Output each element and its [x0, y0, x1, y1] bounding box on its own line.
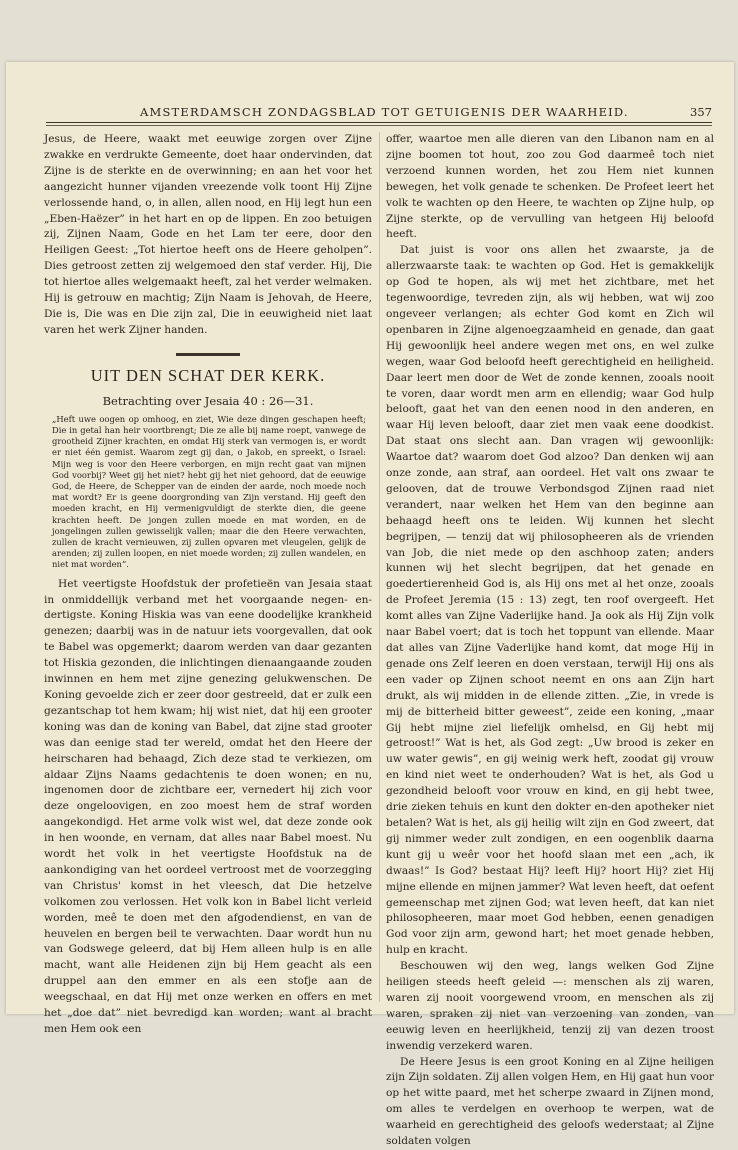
- section-title: UIT DEN SCHAT DER KERK.: [90, 365, 326, 385]
- scripture-quote: „Heft uwe oogen op omhoog, en ziet, Wie deze dingen geschapen heeft; Die in getal han heir voortbrengt; Die ze alle bij name roept, vanwege de grootheid Zijner krachten, en omdat Hij sterk van vermogen is, er wordt er niet één gemist. Waarom zegt gij dan, o Jakob, en spreekt, o Israel: Mijn weg is voor den Heere verborgen, en mijn recht gaat van mijnen God voorbij? Weet gij het niet? hebt gij het niet gehoord, dat de eeuwige God, de Heere, de Schepper van de einden der aarde, noch moede noch mat wordt? Er is geene doorgronding van Zijn verstand. Hij geeft den moeden kracht, en Hij vermenigvuldigt de sterkte dien, die geene krachten heeft. De jongen zullen moede en mat worden, en de jongelingen zullen gewisselijk vallen; maar die den Heere verwachten, zullen de kracht vernieuwen, zij zullen opvaren met vleugelen, gelijk de arenden; zij zullen loopen, en niet moede worden; zij zullen wandelen, en niet mat worden”.: [52, 413, 366, 570]
- paragraph-body: Beschouwen wij den weg, langs welken God Zijne heiligen steeds heeft geleid —: menschen als zij waren, waren zij nooit voorgewend vroom, en menschen als zij waren, spraken zij niet van verzoening van zonden, van eeuwig leven en heerlijkheid, tenzij zij van dezen troost inwendig verzekerd waren.: [386, 960, 714, 1052]
- journal-title: AMSTERDAMSCH ZONDAGSBLAD TOT GETUIGENIS DER WAARHEID.: [140, 105, 629, 119]
- paragraph-body: Het veertigste Hoofdstuk der profetieën van Jesaia staat in onmiddellijk verband met het voorgaande negen- en- dertigste. Koning Hiskia was van eene doodelijke krankheid genezen; daarbij was in de natuur iets voorgevallen, dat ook te Babel was opgemerkt; daarom werden van daar gezanten tot Hiskia gezonden, die inlichtingen dienaangaande zouden inwinnen en hem met zijne genezing gelukwenschen. De Koning gevoelde zich er zeer door gestreeld, dat er zulk een gezantschap tot hem kwam; hij wist niet, dat hij een grooter koning was dan de koning van Babel, dat zijne stad grooter was dan eenige stad ter wereld, omdat het den Heere der heirscharen had behaagd, Zich deze stad te verkiezen, om aldaar Zijns Naams gedachtenis te doen wonen; en nu, ingenomen door de zichtbare eer, vernedert hij zich voor deze ongeloovigen, en zoo moest hem de straf worden aangekondigd. Het arme volk wist wel, dat deze zonde ook in hen woonde, en vernam, dat alles naar Babel moest. Nu wordt het volk in het veertigste Hoofdstuk na de aankondiging van het oordeel vertroost met de voorzegging van Christus' komst in het vleesch, dat Die hetzelve volkomen zou verlossen. Het volk kon in Babel licht verleid worden, meê te doen met den afgodendienst, en van de heuvelen en bergen beil te verwachten. Daar wordt hun nu van Godswege geleerd, dat bij Hem alleen hulp is en alle macht, want alle Heidenen zijn bij Hem geacht als een druppel aan den emmer en als een stofje aan de weegschaal, en dat Hij met onze werken en offers en met het „doe dat” niet bevredigd kan worden; want al bracht men Hem ook een: [44, 577, 372, 1035]
- running-header: [126, 105, 712, 123]
- section-divider: [176, 353, 240, 356]
- paragraph-body: Dat juist is voor ons allen het zwaarste, ja de allerzwaarste taak: te wachten op God. Het is gemakkelijk op God te hopen, als wij met het zichtbare, met het tegenwoordige, tevreden zijn, als wij hebben, wat wij zoo ongeveer verlangen; als echter God komt en Zich wil openbaren in Zijne algenoegzaamheid en genade, dan gaat Hij gewoonlijk heel andere wegen met ons, en wel zulke wegen, waar God beloofd heeft gerechtigheid en heiligheid. Daar leert men door de Wet de zonde kennen, zooals nooit te voren, daar wordt men arm en ellendig; waar God hulp belooft, gaat het van den eenen nood in den anderen, en waar Hij leven belooft, daar ziet men vaak eene doodkist. Dat staat ons slecht aan. Dan vragen wij gewoonlijk: Waartoe dat? waarom doet God alzoo? Dan denken wij aan onze zonde, aan straf, aan oordeel. Het valt ons zwaar te gelooven, dat de trouwe Verbondsgod Zijnen raad niet verandert, naar welken het Hem van den beginne aan behaagd heeft ons te leiden. Wij kunnen het slecht begrijpen, — tenzij dat wij philosopheeren als de vrienden van Job, die niet mede op den aschhoop zaten; anders kunnen wij het slecht begrijpen, dat het genade en goedertierenheid God is, als Hij ons met al het onze, zooals de Profeet Jeremia (15 : 13) zegt, ten roof overgeeft. Het komt alles van Zijne Vaderlijke hand. Ja ook als Hij Zijn volk naar Babel voert; dat is toch het toppunt van ellende. Maar dat alles van Zijne Vaderlijke hand komt, dat moge Hij in genade ons Zelf leeren en doen verstaan, terwijl Hij ons als een vader op Zijnen schoot neemt en ons aan Zijn hart drukt, als wij midden in de ellende zitten. „Zie, in vrede is mij de bitterheid bitter geweest”, zeide een koning, „maar Gij hebt mijne ziel liefelijk omhelsd, en Gij hebt mij getroost!” Wat is het, als God zegt: „Uw brood is zeker en uw water gewis”, en gij weinig werk heft, zoodat gij vrouw en kind niet weet te onderhouden? Wat is het, als God u gezondheid belooft voor vrouw en kind, en gij hebt twee, drie zieken tehuis en kunt den dokter en-den apotheker niet betalen? Wat is het, als gij heilig wilt zijn en God zweert, dat gij nimmer weder zult zondigen, en een oogenblik daarna kunt gij u weêr voor het hoofd slaan met een „ach, ik dwaas!” Is God? bestaat Hij? leeft Hij? hoort Hij? ziet Hij mijne ellende en mijnen jammer? Wat leven heeft, dat oefent gemeenschap met zijnen God; wat leven heeft, dat kan niet philosopheeren, maar moet God hebben, eenen genadigen God voor zijn arm, gewond hart; het moet genade hebben, hulp en kracht.: [386, 244, 714, 957]
- page-number: 357: [690, 105, 712, 119]
- paragraph-continued: offer, waartoe men alle dieren van den Libanon nam en al zijne boomen tot hout, zoo zou God daarmeê toch niet verzoend kunnen worden, het zou Hem niet kunnen bewegen, het volk genade te schenken. De Profeet leert het volk te wachten op den Heere, te wachten op Zijne hulp, op Zijne sterkte, op de vervulling van hetgeen Hij beloofd heeft.: [386, 133, 714, 241]
- paragraph-opening: Jesus, de Heere, waakt met eeuwige zorgen over Zijne zwakke en verdrukte Gemeente, doet haar ondervinden, dat Zijne is de sterkte en de overwinning; en aan het voor het aangezicht hunner vijanden vreezende volk toont Hij Zijne verlossende hand, o, in allen, allen nood, en Hij legt hun een „Eben-Haëzer” in het hart en op de lippen. En zoo betuigen zij, Zijnen Naam, Gode en het Lam ter eere, door den Heiligen Geest: „Tot hiertoe heeft ons de Heere geholpen”. Dies getroost zetten zij welgemoed den staf verder. Hij, Die tot hiertoe alles welgemaakt heeft, zal het verder welmaken. Hij is getrouw en machtig; Zijn Naam is Jehovah, de Heere, Die is, Die was en Die zijn zal, Die in eeuwigheid niet laat varen het werk Zijner handen.: [44, 133, 372, 336]
- header-rule-thin: [46, 125, 712, 126]
- paragraph-body: De Heere Jesus is een groot Koning en al Zijne heiligen zijn Zijn soldaten. Zij allen volgen Hem, en Hij gaat hun voor op het witte paard, met het scherpe zwaard in Zijnen mond, om alles te verdelgen en overhoop te werpen, wat de waarheid en gerechtigheid des geloofs wederstaat; al Zijne soldaten volgen: [386, 1055, 714, 1148]
- left-column: [44, 132, 372, 1035]
- right-column: [386, 132, 714, 1148]
- section-subtitle: Betrachting over Jesaia 40 : 26—31.: [102, 393, 314, 408]
- column-divider: [379, 132, 380, 1002]
- header-rule: [46, 122, 712, 123]
